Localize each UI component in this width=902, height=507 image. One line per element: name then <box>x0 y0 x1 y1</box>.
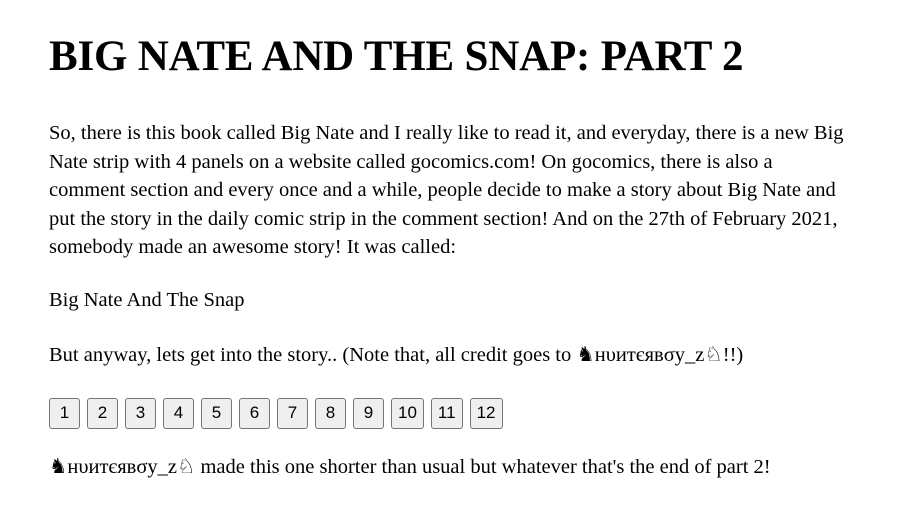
page-button-5[interactable]: 5 <box>201 398 232 429</box>
story-title: Big Nate And The Snap <box>49 288 245 311</box>
page-button-7[interactable]: 7 <box>277 398 308 429</box>
page-button-12[interactable]: 12 <box>470 398 503 429</box>
lead-in-paragraph: But anyway, lets get into the story.. (Note that, all credit goes to ♞нυитєявσу_z♘!!) <box>49 344 744 366</box>
page-button-2[interactable]: 2 <box>87 398 118 429</box>
page-button-6[interactable]: 6 <box>239 398 270 429</box>
article-title: BIG NATE AND THE SNAP: PART 2 <box>49 33 744 80</box>
page-button-row <box>49 398 853 429</box>
page-button-4[interactable]: 4 <box>163 398 194 429</box>
page-button-3[interactable]: 3 <box>125 398 156 429</box>
page-button-11[interactable]: 11 <box>431 398 463 429</box>
outro-paragraph: ♞нυитєявσу_z♘ made this one shorter than usual but whatever that's the end of part 2! <box>49 455 771 478</box>
page-button-10[interactable]: 10 <box>391 398 424 429</box>
page-button-9[interactable]: 9 <box>353 398 384 429</box>
intro-paragraph: So, there is this book called Big Nate and I really like to read it, and everyday, there is a new Big Nate strip with 4 panels on a website called gocomics.com! On gocomics, there is also a comment section and every once and a while, people decide to make a story about Big Nate and put the story in the daily comic strip in the comment section! And on the 27th of February 2021, somebody made an awesome story! It was called: <box>49 122 844 258</box>
page-button-8[interactable]: 8 <box>315 398 346 429</box>
page-button-1[interactable]: 1 <box>49 398 80 429</box>
